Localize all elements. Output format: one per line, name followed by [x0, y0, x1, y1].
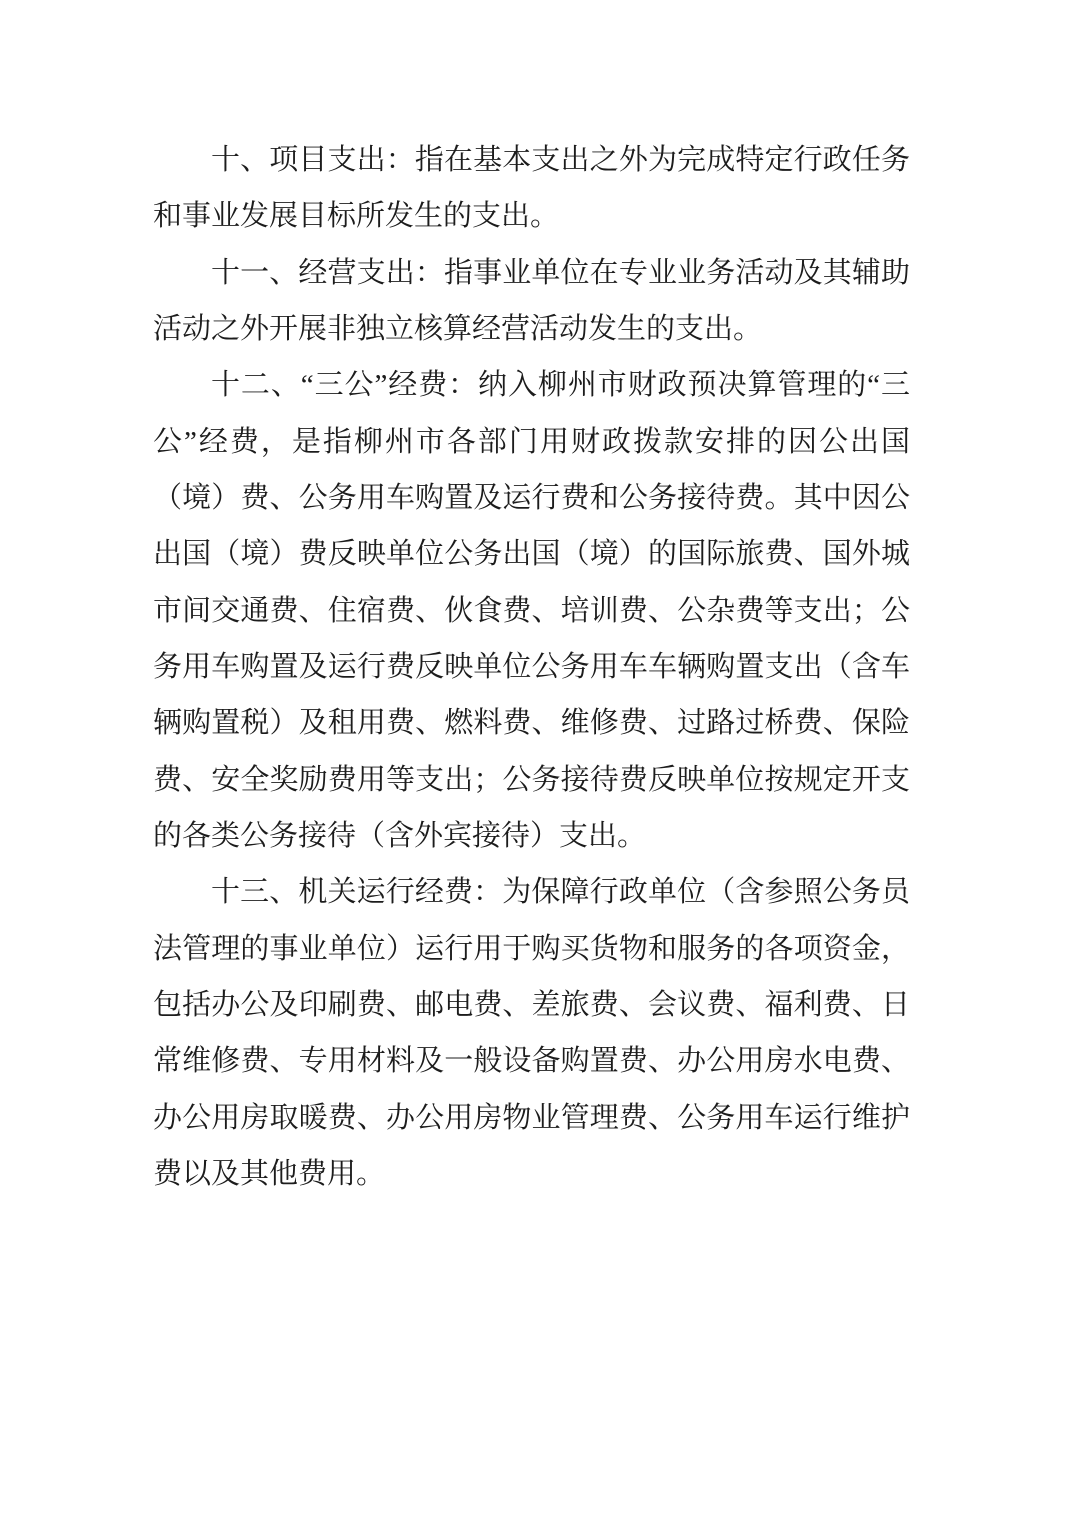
paragraph-item-11: [153, 245, 910, 358]
text-line: 费以及其他费用。: [153, 1157, 386, 1190]
text-line: 务用车购置及运行费反映单位公务用车车辆购置支出（含车: [153, 650, 910, 683]
text-line: 费、安全奖励费用等支出；公务接待费反映单位按规定开支: [153, 763, 910, 796]
text-line: 包括办公及印刷费、邮电费、差旅费、会议费、福利费、日: [153, 988, 910, 1021]
text-line: 活动之外开展非独立核算经营活动发生的支出。: [153, 312, 763, 345]
text-line: 十、项目支出：指在基本支出之外为完成特定行政任务: [211, 144, 910, 176]
text-line: 出国（境）费反映单位公务出国（境）的国际旅费、国外城: [153, 538, 910, 571]
text-line: 十一、经营支出：指事业单位在专业业务活动及其辅助: [211, 256, 910, 289]
document-body: [153, 132, 910, 1202]
text-line: 的各类公务接待（含外宾接待）支出。: [153, 819, 647, 852]
paragraph-item-12: [153, 357, 910, 864]
text-line: 市间交通费、住宿费、伙食费、培训费、公杂费等支出；公: [153, 594, 910, 627]
text-line: 十二、“三公”经费：纳入柳州市财政预决算管理的“三: [211, 369, 910, 402]
text-line: 常维修费、专用材料及一般设备购置费、办公用房水电费、: [153, 1045, 910, 1078]
paragraph-item-10: [153, 132, 910, 245]
text-line: （境）费、公务用车购置及运行费和公务接待费。其中因公: [153, 481, 910, 514]
paragraph-item-13: [153, 864, 910, 1202]
text-line: 十三、机关运行经费：为保障行政单位（含参照公务员: [211, 876, 910, 909]
text-line: 法管理的事业单位）运行用于购买货物和服务的各项资金，: [153, 932, 910, 965]
text-line: 办公用房取暖费、办公用房物业管理费、公务用车运行维护: [153, 1101, 910, 1134]
text-line: 公”经费，是指柳州市各部门用财政拨款安排的因公出国: [153, 425, 910, 458]
text-line: 辆购置税）及租用费、燃料费、维修费、过路过桥费、保险: [153, 707, 910, 740]
text-line: 和事业发展目标所发生的支出。: [153, 200, 560, 233]
